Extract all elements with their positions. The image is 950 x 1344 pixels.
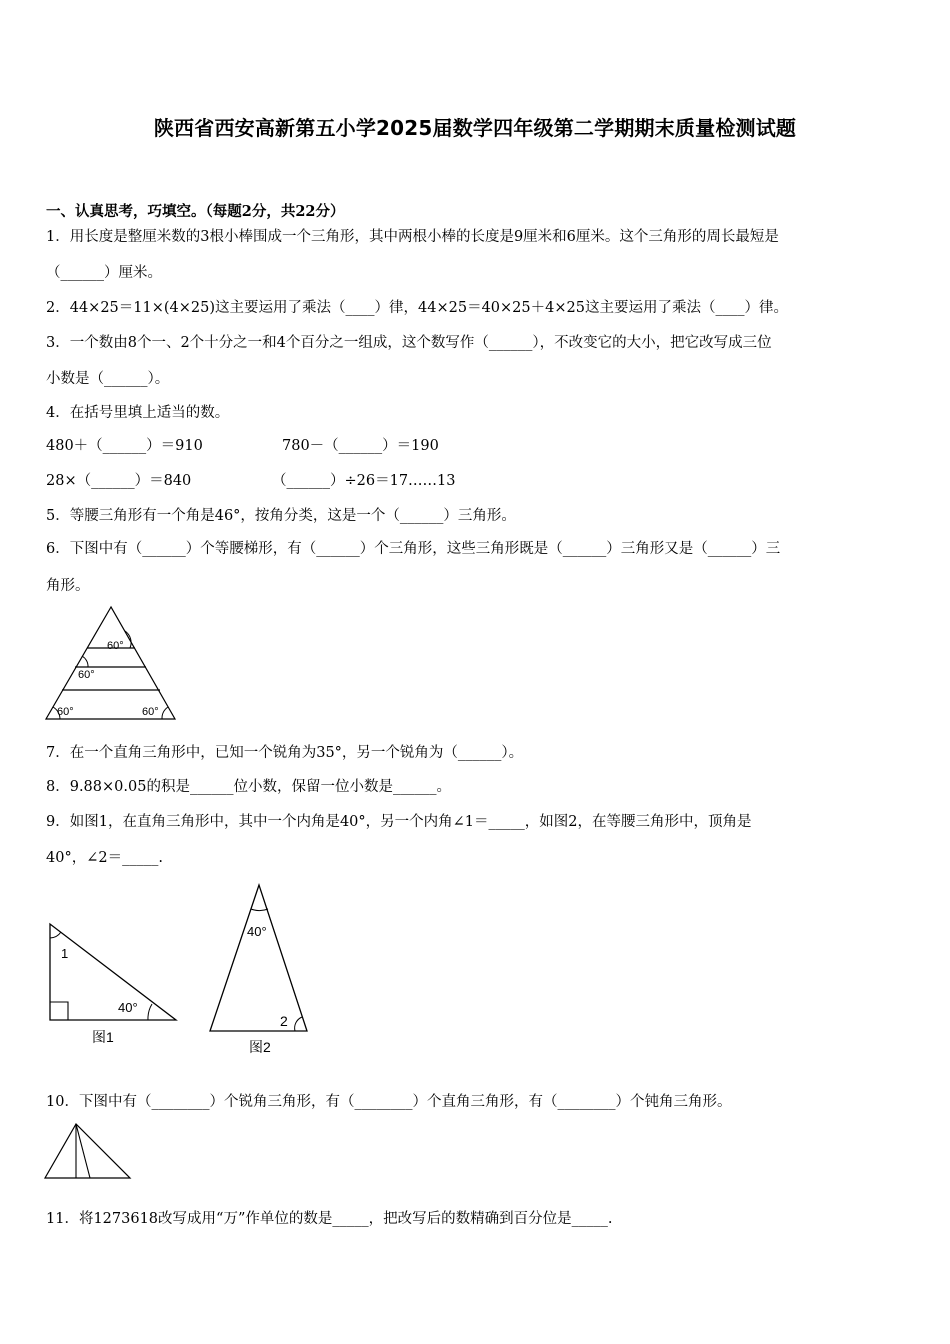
right-triangle-figure-1 — [44, 918, 184, 1046]
question-4-stem: 4．在括号里填上适当的数。 — [46, 405, 230, 421]
question-6-line-1: 6．下图中有（______）个等腰梯形，有（______）个三角形，这些三角形既是（______）三角形又是（______）三 — [46, 541, 781, 557]
question-4-b: 780－（______）＝190 — [282, 438, 439, 454]
question-2: 2．44×25＝11×(4×25)这主要运用了乘法（____）律，44×25＝40×25＋4×25这主要运用了乘法（____）律。 — [46, 300, 788, 316]
question-4-d: （______）÷26＝17……13 — [272, 473, 456, 489]
triangles-figure — [42, 1120, 134, 1182]
question-5: 5．等腰三角形有一个角是46°，按角分类，这是一个（______）三角形。 — [46, 508, 516, 524]
angle-label: 60° — [78, 669, 95, 681]
angle-label: 60° — [107, 640, 124, 652]
trapezoid-triangle-figure — [42, 604, 182, 724]
question-6-line-2: 角形。 — [46, 578, 90, 594]
question-4-c: 28×（______）＝840 — [46, 473, 192, 489]
question-9-line-2: 40°，∠2＝_____. — [46, 850, 163, 866]
angle-40-label: 40° — [118, 1000, 138, 1015]
question-1-line-2: （______）厘米。 — [46, 265, 162, 281]
question-9-line-1: 9．如图1，在直角三角形中，其中一个内角是40°，另一个内角∠1＝_____，如图2，在等腰三角形中，顶角是 — [46, 814, 752, 830]
question-3-line-1: 3．一个数由8个一、2个十分之一和4个百分之一组成，这个数写作（______），不改变它的大小，把它改写成三位 — [46, 335, 772, 351]
angle-label: 60° — [142, 706, 159, 718]
section-heading: 一、认真思考，巧填空。（每题2分，共22分） — [46, 203, 345, 220]
angle-2-label: 2 — [280, 1013, 288, 1029]
angle-1-label: 1 — [61, 946, 69, 961]
question-4-a: 480＋（______）＝910 — [46, 438, 203, 454]
page-title: 陕西省西安高新第五小学2025届数学四年级第二学期期末质量检测试题 — [153, 116, 797, 140]
question-10: 10．下图中有（________）个锐角三角形，有（________）个直角三角形，有（________）个钝角三角形。 — [46, 1094, 732, 1110]
isosceles-triangle-figure-2 — [205, 880, 315, 1058]
question-3-line-2: 小数是（______）。 — [46, 371, 170, 387]
apex-angle-label: 40° — [247, 924, 267, 939]
figure-2-caption: 图2 — [249, 1039, 271, 1055]
question-1-line-1: 1．用长度是整厘米数的3根小棒围成一个三角形，其中两根小棒的长度是9厘米和6厘米。这个三角形的周长最短是 — [46, 229, 779, 245]
question-8: 8．9.88×0.05的积是______位小数，保留一位小数是______。 — [46, 779, 451, 795]
figure-1-caption: 图1 — [92, 1029, 114, 1045]
question-11: 11．将1273618改写成用“万”作单位的数是_____，把改写后的数精确到百分位是_____. — [46, 1211, 613, 1227]
question-7: 7．在一个直角三角形中，已知一个锐角为35°，另一个锐角为（______）。 — [46, 745, 524, 761]
angle-label: 60° — [57, 706, 74, 718]
